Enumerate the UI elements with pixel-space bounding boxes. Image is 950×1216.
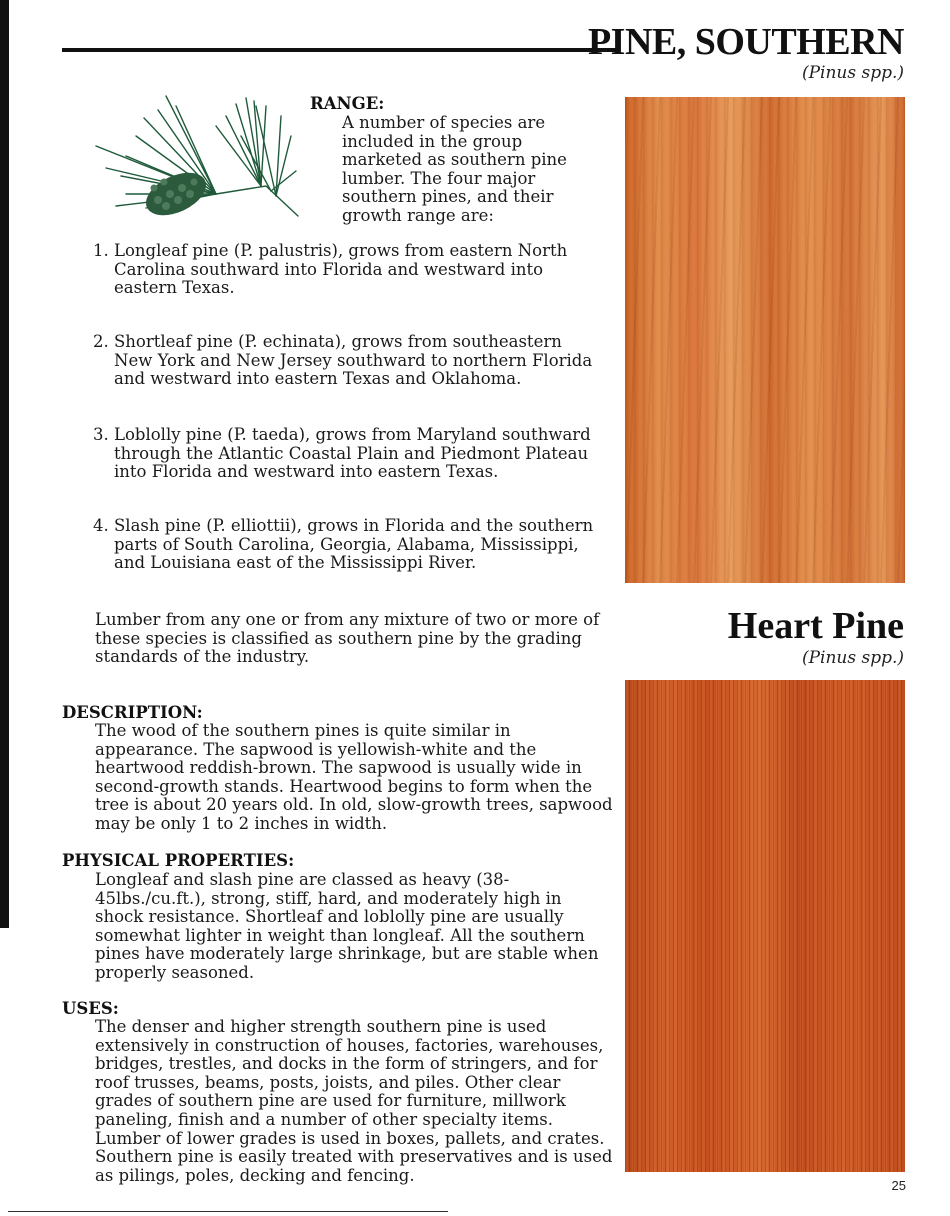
page-title: PINE, SOUTHERN xyxy=(587,21,904,63)
southern-pine-wood-sample xyxy=(625,97,905,583)
range-intro: A number of species are included in the group marketed as southern pine lumber. The four major southern pines, and their growth range are: xyxy=(342,113,567,225)
range-closing: Lumber from any one or from any mixture of two or more of these species is classified as southern pine by the grading standards of the industry. xyxy=(95,610,600,667)
header-rule xyxy=(62,48,617,52)
physical-properties-heading: PHYSICAL PROPERTIES: xyxy=(62,851,295,870)
list-item xyxy=(93,242,603,298)
physical-properties-text: Longleaf and slash pine are classed as heavy (38-45lbs./cu.ft.), strong, stiff, hard, and moderately high in shock resistance. Shortleaf and loblolly pine are usually somewhat lighter in weight than longleaf. All the southern pines have moderately large shrinkage, but are stable when properly seasoned. xyxy=(95,870,599,982)
list-item-text: Shortleaf pine (P. echinata), grows from southeastern New York and New Jersey southward to northern Florida and westward into eastern Texas and Oklahoma. xyxy=(114,332,593,389)
list-item xyxy=(93,517,603,573)
footer-rule xyxy=(8,1211,448,1212)
list-item-number: 4. xyxy=(93,516,109,535)
range-heading: RANGE: xyxy=(310,94,385,113)
page-number: 25 xyxy=(891,1178,906,1193)
heart-pine-scientific-name: (Pinus spp.) xyxy=(801,648,904,668)
list-item-number: 2. xyxy=(93,332,109,351)
pine-branch-icon xyxy=(66,76,306,222)
list-item xyxy=(93,333,603,389)
description-text: The wood of the southern pines is quite similar in appearance. The sapwood is yellowish-white and the heartwood reddish-brown. The sapwood is usually wide in second-growth stands. Heartwood begins to form when the tree is about 20 years old. In old, slow-growth trees, sapwood may be only 1 to 2 inches in width. xyxy=(95,721,613,833)
uses-text: The denser and higher strength southern pine is used extensively in construction of houses, factories, warehouses, bridges, trestles, and docks in the form of stringers, and for roof trusses, beams, posts, joists, and piles. Other clear grades of southern pine are used for furniture, millwork paneling, finish and a number of other specialty items. Lumber of lower grades is used in boxes, pallets, and crates. Southern pine is easily treated with preservatives and is used as pilings, poles, decking and fencing. xyxy=(95,1017,613,1185)
list-item-text: Longleaf pine (P. palustris), grows from eastern North Carolina southward into Florida and westward into eastern Texas. xyxy=(114,241,568,298)
list-item xyxy=(93,426,603,482)
list-item-number: 1. xyxy=(93,241,109,260)
scientific-name: (Pinus spp.) xyxy=(801,63,904,83)
list-item-number: 3. xyxy=(93,425,109,444)
heart-pine-wood-sample xyxy=(625,680,905,1172)
left-margin-bar xyxy=(0,0,9,928)
list-item-text: Slash pine (P. elliottii), grows in Florida and the southern parts of South Carolina, Georgia, Alabama, Mississippi, and Louisiana east of the Mississippi River. xyxy=(114,516,594,573)
description-heading: DESCRIPTION: xyxy=(62,703,203,722)
uses-heading: USES: xyxy=(62,999,119,1018)
list-item-text: Loblolly pine (P. taeda), grows from Maryland southward through the Atlantic Coastal Plain and Piedmont Plateau into Florida and westward into eastern Texas. xyxy=(114,425,591,482)
section-title-heart-pine: Heart Pine xyxy=(727,605,904,647)
